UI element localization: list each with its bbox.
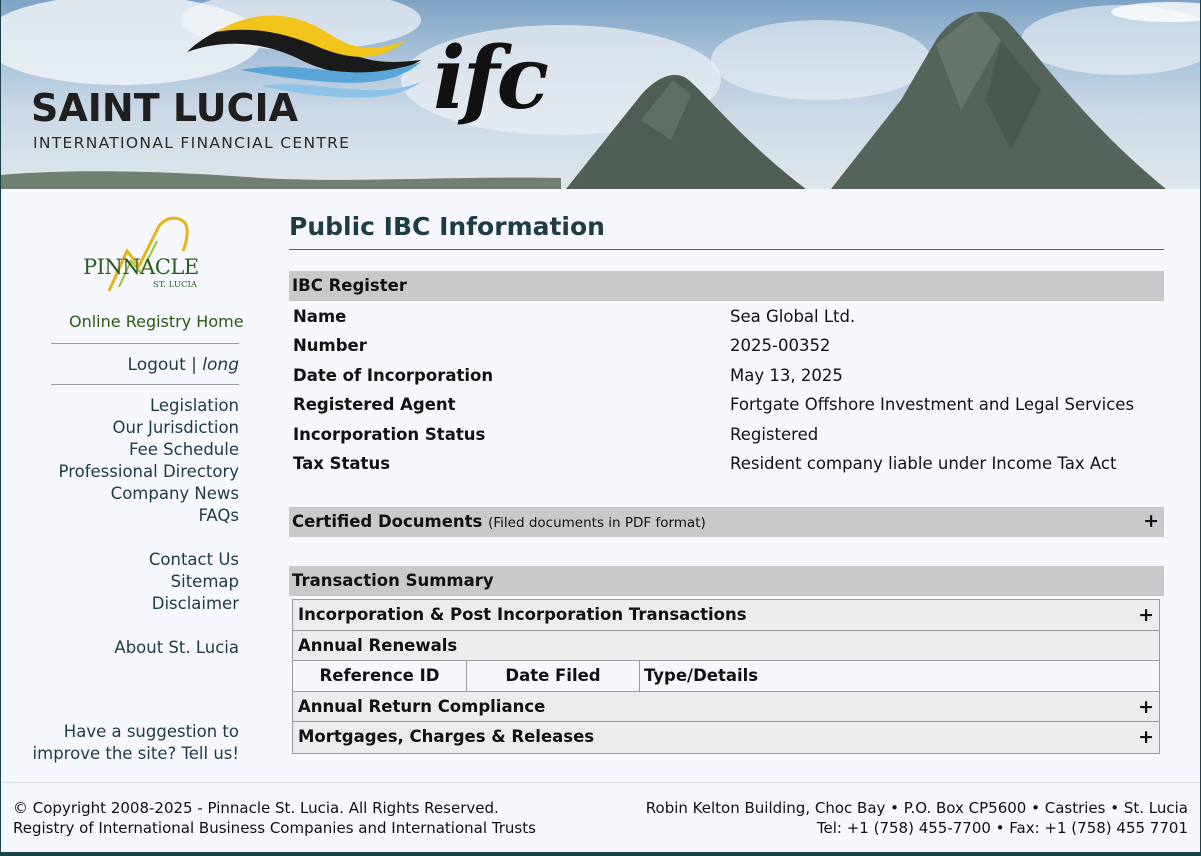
expand-plus-icon: +: [1143, 510, 1159, 532]
register-value: May 13, 2025: [730, 366, 843, 385]
online-registry-home-link[interactable]: Online Registry Home: [69, 312, 244, 331]
register-value: Resident company liable under Income Tax Act: [730, 454, 1117, 473]
register-label: Registered Agent: [293, 395, 456, 414]
register-row: [293, 302, 1163, 331]
annual-renewals-label: Annual Renewals: [298, 635, 458, 655]
register-value: 2025-00352: [730, 336, 831, 355]
site-header: [1, 0, 1200, 189]
transaction-summary-heading-text: Transaction Summary: [292, 571, 494, 590]
register-row: [293, 390, 1163, 419]
nav-our-jurisdiction[interactable]: Our Jurisdiction: [112, 418, 239, 437]
title-divider: [289, 249, 1164, 250]
nav-contact-us[interactable]: Contact Us: [148, 550, 239, 569]
footer-address: Robin Kelton Building, Choc Bay • P.O. Box CP5600 • Castries • St. Lucia: [645, 799, 1188, 817]
username: long: [202, 355, 239, 375]
incorporation-transactions-toggle[interactable]: [293, 600, 1159, 631]
register-row: [293, 331, 1163, 360]
suggestion-line-1: Have a suggestion to: [63, 722, 239, 741]
annual-return-compliance-toggle[interactable]: [293, 692, 1159, 723]
sidebar-divider: [51, 384, 239, 385]
logo-subtitle: INTERNATIONAL FINANCIAL CENTRE: [33, 134, 351, 152]
sidebar-nav-tertiary: [114, 637, 239, 659]
certified-documents-heading: Certified Documents: [292, 512, 483, 531]
page-title: Public IBC Information: [289, 212, 605, 241]
logout-link[interactable]: Logout: [127, 355, 186, 375]
annual-renewals-column-headers: [293, 661, 1159, 692]
certified-documents-note: (Filed documents in PDF format): [488, 515, 706, 531]
logo-title: SAINT LUCIA: [31, 86, 299, 130]
footer-contact: Tel: +1 (758) 455-7700 • Fax: +1 (758) 455 7701: [816, 818, 1188, 837]
register-label: Number: [293, 336, 367, 355]
column-header-type-details: Type/Details: [644, 666, 759, 685]
nav-sitemap[interactable]: Sitemap: [170, 572, 239, 591]
register-row: [293, 449, 1163, 478]
sidebar-nav-secondary: [149, 549, 239, 615]
register-row: [293, 361, 1163, 390]
annual-return-compliance-label: Annual Return Compliance: [298, 696, 546, 716]
pinnacle-brand-sub: ST. LUCIA: [153, 280, 197, 290]
ibc-register-heading: [289, 271, 1164, 301]
register-label: Name: [293, 307, 347, 326]
register-label: Date of Incorporation: [293, 366, 494, 385]
transaction-summary-heading: [289, 566, 1164, 596]
incorporation-transactions-label: Incorporation & Post Incorporation Transactions: [298, 605, 747, 624]
ifc-logo: ifc: [433, 28, 547, 129]
nav-professional-directory[interactable]: Professional Directory: [58, 462, 239, 481]
register-row: [293, 420, 1163, 449]
footer-divider: [1, 782, 1200, 783]
transaction-table: [292, 599, 1160, 754]
bottom-bar: [1, 852, 1200, 856]
ibc-register-heading-text: IBC Register: [292, 276, 407, 295]
expand-plus-icon: +: [1138, 695, 1154, 718]
expand-plus-icon: +: [1138, 604, 1154, 626]
nav-company-news[interactable]: Company News: [110, 484, 239, 503]
footer-copyright: © Copyright 2008-2025 - Pinnacle St. Lucia. All Rights Reserved.: [13, 799, 499, 817]
column-header-date-filed: Date Filed: [467, 661, 640, 691]
suggestion-line-2: improve the site? Tell us!: [32, 744, 239, 763]
register-label: Tax Status: [293, 454, 391, 473]
footer-right: [646, 799, 1188, 838]
annual-renewals-heading: [293, 631, 1159, 662]
column-header-reference-id: Reference ID: [293, 661, 467, 691]
nav-disclaimer[interactable]: Disclaimer: [151, 594, 239, 613]
nav-faqs[interactable]: FAQs: [198, 506, 239, 525]
register-value: Fortgate Offshore Investment and Legal Services: [730, 395, 1135, 414]
nav-about-st-lucia[interactable]: About St. Lucia: [114, 638, 239, 657]
logout-separator: |: [191, 355, 197, 375]
mortgages-charges-label: Mortgages, Charges & Releases: [298, 727, 595, 746]
mortgages-charges-toggle[interactable]: [293, 722, 1159, 753]
logout-row: [128, 355, 239, 375]
suggestion-link[interactable]: [33, 721, 239, 765]
footer-registry: Registry of International Business Companies and International Trusts: [13, 818, 536, 837]
expand-plus-icon: +: [1138, 726, 1154, 748]
register-value: Sea Global Ltd.: [730, 307, 856, 326]
nav-fee-schedule[interactable]: Fee Schedule: [129, 440, 239, 459]
nav-legislation[interactable]: Legislation: [149, 396, 239, 415]
pinnacle-brand: PINNACLE: [83, 255, 199, 279]
sidebar-nav-primary: [59, 395, 239, 527]
sidebar-divider: [51, 343, 239, 344]
certified-documents-toggle[interactable]: [289, 507, 1164, 537]
register-label: Incorporation Status: [293, 425, 486, 444]
register-value: Registered: [730, 425, 819, 444]
footer-left: [13, 799, 536, 838]
